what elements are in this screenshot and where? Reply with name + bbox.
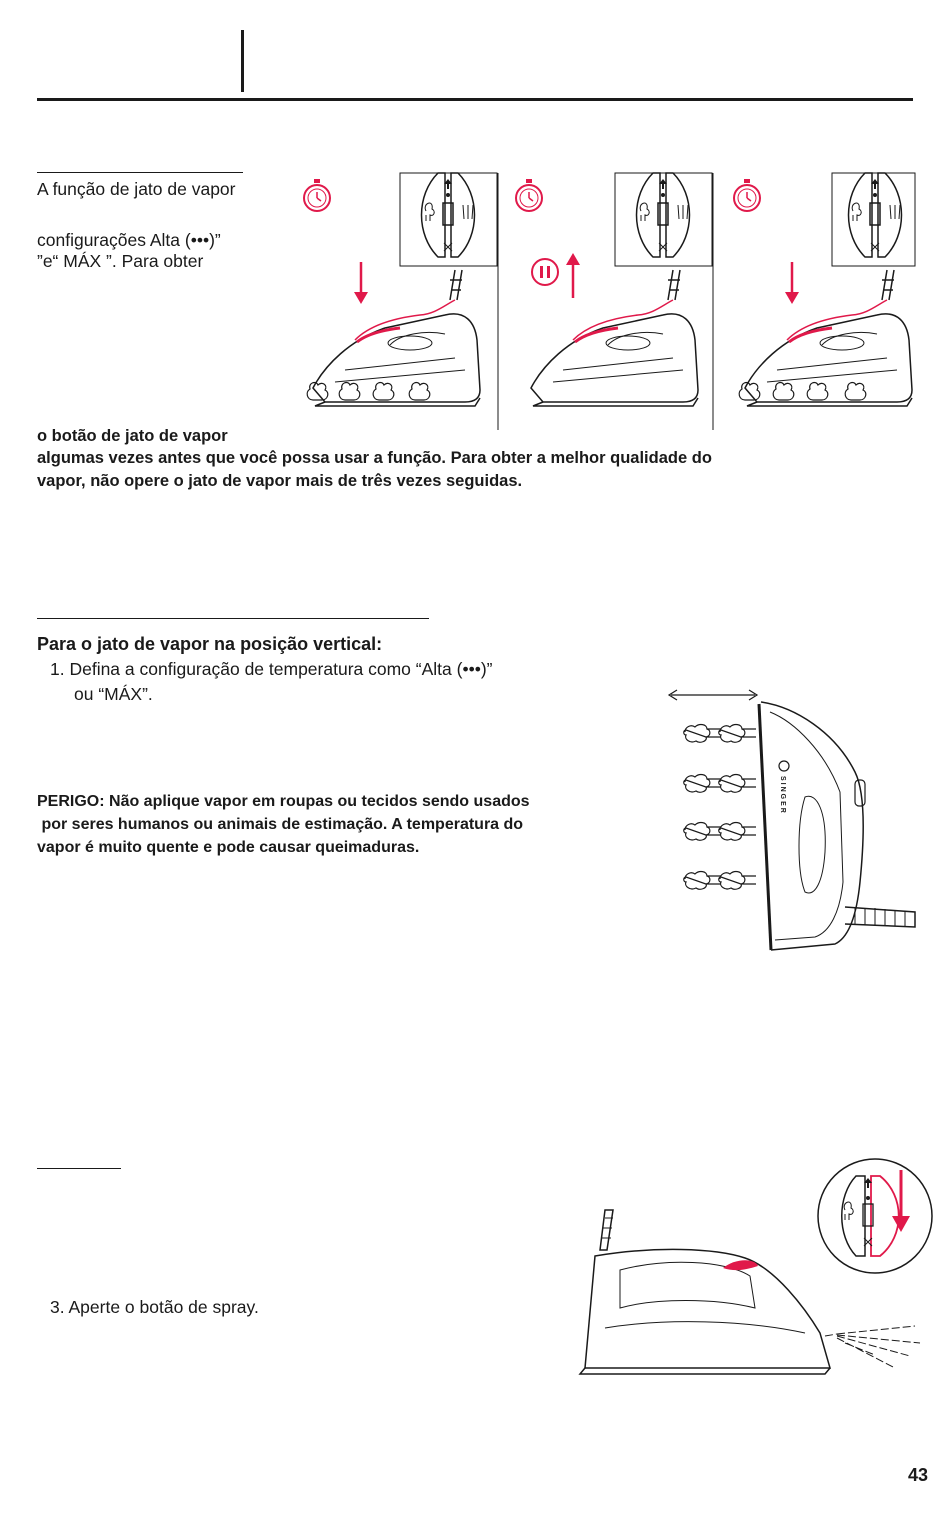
jet-steps-illustration xyxy=(295,170,915,432)
header-vertical-bar xyxy=(241,30,244,92)
spray-step-3: 3. Aperte o botão de spray. xyxy=(50,1297,259,1317)
vertical-iron-illustration xyxy=(665,682,925,954)
jet-note-line-1: o botão de jato de vapor xyxy=(37,427,228,445)
intro-line-3: ”e“ MÁX ”. Para obter xyxy=(37,251,204,271)
vertical-heading: Para o jato de vapor na posição vertical: xyxy=(37,634,383,654)
vertical-step-1-line-2: ou “MÁX”. xyxy=(74,684,153,704)
spray-illustration xyxy=(575,1158,925,1390)
danger-line-2: por seres humanos ou animais de estimação. A temperatura do xyxy=(37,816,524,833)
danger-line-3: vapor é muito quente e pode causar queimaduras. xyxy=(37,839,420,856)
header-rule xyxy=(37,98,913,101)
page-number: 43 xyxy=(908,1465,929,1485)
section-rule-vertical xyxy=(37,618,429,619)
danger-line-1: PERIGO: Não aplique vapor em roupas ou tecidos sendo usados xyxy=(37,793,530,810)
section-rule-spray xyxy=(37,1168,121,1169)
jet-note-line-3: vapor, não opere o jato de vapor mais de três vezes seguidas. xyxy=(37,472,523,490)
intro-line-1: A função de jato de vapor xyxy=(37,179,236,199)
intro-line-2: configurações Alta (•••)” xyxy=(37,230,221,250)
iron-brand-logo: SINGER xyxy=(779,776,786,815)
vertical-step-1-line-1: 1. Defina a configuração de temperatura como “Alta (•••)” xyxy=(50,659,493,679)
jet-note-line-2: algumas vezes antes que você possa usar a função. Para obter a melhor qualidade do xyxy=(37,449,712,467)
section-rule-jet xyxy=(37,172,243,173)
